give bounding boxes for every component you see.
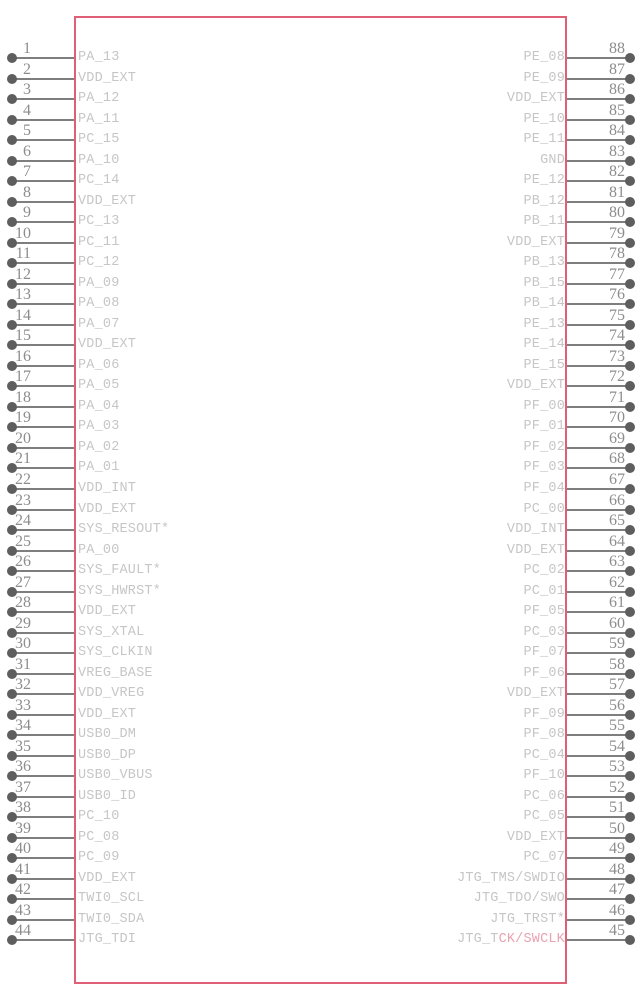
pin-name: PF_01 xyxy=(523,419,565,434)
pin-wire xyxy=(12,180,74,182)
pin-wire xyxy=(12,898,74,900)
pin-number: 27 xyxy=(15,573,31,591)
pin-name: VDD_EXT xyxy=(506,378,565,393)
pin-name: PA_07 xyxy=(78,316,120,332)
pin-wire xyxy=(12,221,74,223)
pin-name: PA_05 xyxy=(78,378,120,393)
pin-wire xyxy=(12,324,74,326)
pin-name: VDD_EXT xyxy=(506,542,565,558)
pin-name: PB_15 xyxy=(523,275,565,291)
pin-number: 31 xyxy=(15,655,31,673)
pin-wire xyxy=(567,509,630,511)
pin-wire xyxy=(12,591,74,593)
pin-wire xyxy=(12,426,74,428)
pin-name: PA_11 xyxy=(78,111,120,127)
pin-number: 56 xyxy=(609,696,625,714)
pin-wire xyxy=(12,816,74,818)
pin-name: VDD_EXT xyxy=(78,70,137,86)
pin-name: PF_00 xyxy=(523,398,565,414)
pin-name-accent-part: CK/SWCLK xyxy=(498,932,565,947)
pin-wire xyxy=(567,57,630,59)
pin-number: 75 xyxy=(609,306,625,324)
pin-name: VDD_EXT xyxy=(78,337,137,352)
pin-number: 46 xyxy=(609,901,625,919)
pin-wire xyxy=(12,119,74,121)
pin-number: 53 xyxy=(609,758,625,775)
pin-number: 47 xyxy=(609,881,625,898)
pin-name: TWI0_SCL xyxy=(78,891,145,906)
pin-name xyxy=(457,931,565,948)
pin-name: PA_06 xyxy=(78,357,120,373)
pin-wire xyxy=(567,406,630,408)
pin-wire xyxy=(567,98,630,100)
pin-wire xyxy=(12,693,74,695)
pin-number: 48 xyxy=(609,860,625,878)
pin-wire xyxy=(567,570,630,572)
pin-wire xyxy=(12,755,74,757)
pin-wire xyxy=(567,426,630,428)
pin-name: PC_06 xyxy=(523,788,565,804)
pin-wire xyxy=(567,632,630,634)
pin-wire xyxy=(12,775,74,777)
pin-wire xyxy=(12,939,74,941)
pin-wire xyxy=(567,816,630,818)
pin-wire xyxy=(567,242,630,244)
pin-wire xyxy=(12,529,74,531)
pin-name: JTG_TDO/SWO xyxy=(473,891,565,906)
pin-name: PA_13 xyxy=(78,50,120,65)
pin-wire xyxy=(12,385,74,387)
pin-number: 49 xyxy=(609,840,625,857)
pin-wire xyxy=(567,385,630,387)
pin-wire xyxy=(12,283,74,285)
pin-wire xyxy=(12,632,74,634)
pin-wire xyxy=(567,78,630,80)
pin-number: 23 xyxy=(15,491,31,509)
pin-wire xyxy=(12,837,74,839)
pin-wire xyxy=(567,201,630,203)
pin-number: 45 xyxy=(609,922,625,939)
pin-number: 15 xyxy=(15,327,31,344)
pin-name: PB_12 xyxy=(523,193,565,209)
pin-wire xyxy=(12,57,74,59)
pin-number: 16 xyxy=(15,347,31,365)
pin-wire xyxy=(12,857,74,859)
pin-name: VDD_EXT xyxy=(78,193,137,209)
pin-number: 14 xyxy=(15,306,31,324)
pin-number: 67 xyxy=(609,470,625,488)
pin-wire xyxy=(567,119,630,121)
pin-wire xyxy=(567,796,630,798)
pin-number: 54 xyxy=(609,737,625,755)
pin-number: 77 xyxy=(609,265,625,283)
pin-number: 55 xyxy=(609,717,625,734)
pin-name: VDD_EXT xyxy=(506,686,565,701)
pin-name-plain-part: JTG_T xyxy=(457,932,499,947)
pin-number: 41 xyxy=(15,860,31,878)
pin-wire xyxy=(567,919,630,921)
component-body-outline xyxy=(74,16,567,984)
pin-number: 58 xyxy=(609,655,625,673)
pin-name: PE_10 xyxy=(523,111,565,127)
pin-name: PC_10 xyxy=(78,809,120,824)
pin-number: 64 xyxy=(609,532,625,550)
pin-wire xyxy=(12,447,74,449)
pin-number: 73 xyxy=(609,347,625,365)
pin-number: 85 xyxy=(609,101,625,119)
pin-name: PE_14 xyxy=(523,337,565,352)
pin-name: PE_11 xyxy=(523,132,565,147)
pin-number: 74 xyxy=(609,327,625,344)
pin-number: 13 xyxy=(15,286,31,303)
pin-number: 37 xyxy=(15,778,31,796)
pin-wire xyxy=(567,878,630,880)
pin-number: 42 xyxy=(15,881,31,898)
pin-name: PC_13 xyxy=(78,214,120,229)
pin-name: PC_07 xyxy=(523,850,565,865)
pin-name: PF_08 xyxy=(523,727,565,742)
pin-wire xyxy=(567,755,630,757)
pin-wire xyxy=(12,344,74,346)
pin-wire xyxy=(12,673,74,675)
pin-name: SYS_XTAL xyxy=(78,624,145,640)
pin-wire xyxy=(567,611,630,613)
pin-name: PF_04 xyxy=(523,480,565,496)
pin-wire xyxy=(567,837,630,839)
pin-name: PF_10 xyxy=(523,768,565,783)
pin-number: 88 xyxy=(609,40,625,57)
pin-name: VDD_EXT xyxy=(506,234,565,250)
pin-name: PA_08 xyxy=(78,296,120,311)
pin-name: PC_09 xyxy=(78,850,120,865)
pin-number: 65 xyxy=(609,512,625,529)
pin-name: PA_00 xyxy=(78,542,120,558)
pin-number: 4 xyxy=(23,101,31,119)
pin-wire xyxy=(12,98,74,100)
pin-number: 79 xyxy=(609,224,625,242)
pin-wire xyxy=(567,693,630,695)
pin-number: 28 xyxy=(15,594,31,611)
pin-name: PE_15 xyxy=(523,357,565,373)
pin-number: 72 xyxy=(609,368,625,385)
pin-name: USB0_DM xyxy=(78,727,137,742)
pin-number: 39 xyxy=(15,819,31,837)
pin-number: 61 xyxy=(609,594,625,611)
pin-wire xyxy=(12,509,74,511)
pin-number: 8 xyxy=(23,183,31,201)
pin-wire xyxy=(567,673,630,675)
pin-name: PF_02 xyxy=(523,439,565,455)
pin-name: PC_01 xyxy=(523,583,565,599)
pin-number: 52 xyxy=(609,778,625,796)
pin-wire xyxy=(12,406,74,408)
pin-name: PA_09 xyxy=(78,275,120,291)
pin-wire xyxy=(567,160,630,162)
pin-number: 21 xyxy=(15,450,31,467)
pin-name: PC_04 xyxy=(523,747,565,763)
pin-name: JTG_TDI xyxy=(78,932,137,947)
pin-name: PC_02 xyxy=(523,563,565,578)
pin-wire xyxy=(567,857,630,859)
pin-name: PA_02 xyxy=(78,439,120,455)
pin-number: 59 xyxy=(609,635,625,652)
pin-number: 78 xyxy=(609,245,625,262)
pin-name: PC_00 xyxy=(523,501,565,517)
pin-wire xyxy=(12,611,74,613)
pin-number: 6 xyxy=(23,142,31,160)
pin-number: 24 xyxy=(15,512,31,529)
pin-number: 10 xyxy=(15,224,31,242)
pin-number: 69 xyxy=(609,429,625,447)
pin-name: JTG_TMS/SWDIO xyxy=(457,870,565,886)
pin-number: 66 xyxy=(609,491,625,509)
pin-wire xyxy=(12,796,74,798)
pin-number: 80 xyxy=(609,204,625,221)
pin-name: USB0_ID xyxy=(78,788,137,804)
pin-number: 2 xyxy=(23,60,31,78)
pin-number: 81 xyxy=(609,183,625,201)
pin-number: 84 xyxy=(609,122,625,139)
pin-number: 30 xyxy=(15,635,31,652)
pin-number: 5 xyxy=(23,122,31,139)
pin-name: PE_09 xyxy=(523,70,565,86)
pin-wire xyxy=(567,139,630,141)
pin-number: 35 xyxy=(15,737,31,755)
pin-wire xyxy=(567,283,630,285)
pin-name: PA_01 xyxy=(78,460,120,475)
pin-name: PC_11 xyxy=(78,234,120,250)
pin-name: PF_03 xyxy=(523,460,565,475)
pin-name: VDD_INT xyxy=(506,522,565,537)
pin-wire xyxy=(12,78,74,80)
pin-wire xyxy=(12,139,74,141)
pin-number: 22 xyxy=(15,470,31,488)
pin-number: 17 xyxy=(15,368,31,385)
pin-number: 63 xyxy=(609,553,625,570)
pin-number: 32 xyxy=(15,676,31,693)
pin-number: 34 xyxy=(15,717,31,734)
pin-name: PA_03 xyxy=(78,419,120,434)
pin-name: PE_12 xyxy=(523,173,565,188)
pin-wire xyxy=(12,714,74,716)
pin-number: 83 xyxy=(609,142,625,160)
pin-name: PA_10 xyxy=(78,152,120,168)
pin-wire xyxy=(567,262,630,264)
pin-number: 57 xyxy=(609,676,625,693)
pin-number: 7 xyxy=(23,163,31,180)
pin-wire xyxy=(567,447,630,449)
pin-name: JTG_TRST* xyxy=(490,911,565,927)
pin-wire xyxy=(12,201,74,203)
pin-number: 9 xyxy=(23,204,31,221)
pin-name: VDD_EXT xyxy=(78,604,137,619)
pin-name: PA_04 xyxy=(78,398,120,414)
pin-number: 40 xyxy=(15,840,31,857)
pin-wire xyxy=(567,591,630,593)
pin-wire xyxy=(567,775,630,777)
pin-wire xyxy=(12,160,74,162)
pin-wire xyxy=(567,714,630,716)
pin-name: TWI0_SDA xyxy=(78,911,145,927)
pin-name: USB0_VBUS xyxy=(78,768,153,783)
pin-wire xyxy=(12,262,74,264)
pin-name: PC_08 xyxy=(78,829,120,845)
pin-number: 18 xyxy=(15,388,31,406)
pin-name: PF_05 xyxy=(523,604,565,619)
pin-number: 68 xyxy=(609,450,625,467)
pin-name: SYS_CLKIN xyxy=(78,645,153,660)
pin-wire xyxy=(567,303,630,305)
pin-name: VDD_EXT xyxy=(78,501,137,517)
pin-number: 1 xyxy=(23,40,31,57)
pin-wire xyxy=(567,550,630,552)
pin-number: 44 xyxy=(15,922,31,939)
pin-name: PE_08 xyxy=(523,50,565,65)
pin-wire xyxy=(567,488,630,490)
pin-number: 76 xyxy=(609,286,625,303)
pin-number: 87 xyxy=(609,60,625,78)
pin-wire xyxy=(12,570,74,572)
pin-wire xyxy=(12,878,74,880)
pin-number: 43 xyxy=(15,901,31,919)
pin-wire xyxy=(12,242,74,244)
pin-name: VDD_EXT xyxy=(78,870,137,886)
pin-name: PF_09 xyxy=(523,706,565,722)
pin-name: PC_05 xyxy=(523,809,565,824)
pin-name: SYS_HWRST* xyxy=(78,583,162,599)
pin-wire xyxy=(567,898,630,900)
pin-name: GND xyxy=(540,152,565,168)
pin-name: VREG_BASE xyxy=(78,665,153,681)
pin-wire xyxy=(567,324,630,326)
pin-name: SYS_RESOUT* xyxy=(78,522,170,537)
pin-name: SYS_FAULT* xyxy=(78,563,162,578)
pin-wire xyxy=(12,467,74,469)
pin-name: USB0_DP xyxy=(78,747,137,763)
pin-name: PC_03 xyxy=(523,624,565,640)
pin-number: 19 xyxy=(15,409,31,426)
pin-name: PE_13 xyxy=(523,316,565,332)
pin-wire xyxy=(12,734,74,736)
pin-name: PF_06 xyxy=(523,665,565,681)
pin-number: 36 xyxy=(15,758,31,775)
pin-name: PA_12 xyxy=(78,91,120,106)
pin-name: VDD_EXT xyxy=(506,829,565,845)
pin-wire xyxy=(567,529,630,531)
pin-name: PB_11 xyxy=(523,214,565,229)
pin-wire xyxy=(567,221,630,223)
pin-name: VDD_VREG xyxy=(78,686,145,701)
pin-number: 86 xyxy=(609,81,625,98)
pin-number: 62 xyxy=(609,573,625,591)
pin-number: 33 xyxy=(15,696,31,714)
pin-wire xyxy=(567,467,630,469)
pin-number: 29 xyxy=(15,614,31,632)
pin-number: 11 xyxy=(15,245,31,262)
pin-wire xyxy=(567,180,630,182)
pin-name: PC_15 xyxy=(78,132,120,147)
pin-name: VDD_INT xyxy=(78,480,137,496)
pin-name: PC_14 xyxy=(78,173,120,188)
pin-name: PF_07 xyxy=(523,645,565,660)
pin-number: 26 xyxy=(15,553,31,570)
pin-number: 71 xyxy=(609,388,625,406)
pin-number: 20 xyxy=(15,429,31,447)
pin-number: 70 xyxy=(609,409,625,426)
pin-wire xyxy=(12,303,74,305)
pin-name: PB_14 xyxy=(523,296,565,311)
pin-number: 3 xyxy=(23,81,31,98)
pin-wire xyxy=(567,365,630,367)
pin-number: 51 xyxy=(609,799,625,816)
pin-wire xyxy=(12,652,74,654)
pin-number: 25 xyxy=(15,532,31,550)
pin-name: PC_12 xyxy=(78,255,120,270)
pin-wire xyxy=(12,550,74,552)
pin-name: PB_13 xyxy=(523,255,565,270)
pin-number: 60 xyxy=(609,614,625,632)
pin-wire xyxy=(12,488,74,490)
pin-wire xyxy=(567,344,630,346)
pin-wire xyxy=(567,734,630,736)
pin-number: 12 xyxy=(15,265,31,283)
pin-wire xyxy=(12,919,74,921)
pin-number: 82 xyxy=(609,163,625,180)
pin-number: 38 xyxy=(15,799,31,816)
pin-wire xyxy=(567,652,630,654)
pin-wire xyxy=(12,365,74,367)
pin-wire xyxy=(567,939,630,941)
pin-name: VDD_EXT xyxy=(78,706,137,722)
pin-name: VDD_EXT xyxy=(506,91,565,106)
pin-number: 50 xyxy=(609,819,625,837)
